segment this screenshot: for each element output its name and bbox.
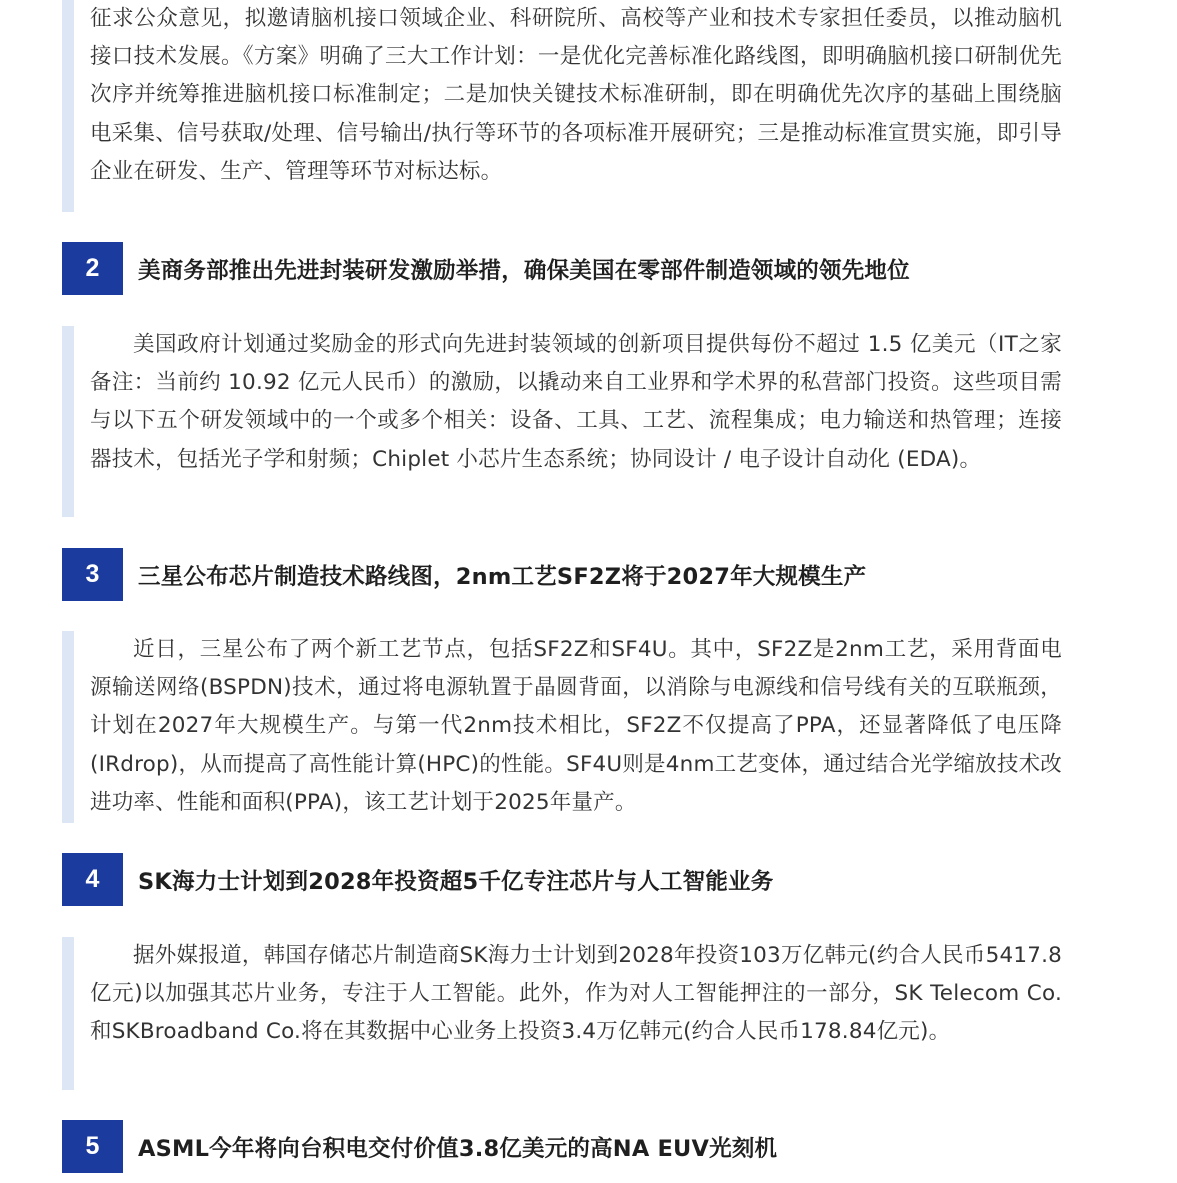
section-1-body-block	[62, 0, 1062, 212]
section-3-heading	[62, 548, 1062, 601]
section-2-number-badge: 2	[62, 242, 123, 295]
section-2-body: 美国政府计划通过奖励金的形式向先进封装领域的创新项目提供每份不超过 1.5 亿美元（IT之家备注：当前约 10.92 亿元人民币）的激励，以撬动来自工业界和学术界的私营部门投资。这些项目需与以下五个研发领域中的一个或多个相关：设备、工具、工艺、流程集成；电力输送和热管理；连接器技术，包括光子学和射频；Chiplet 小芯片生态系统；协同设计 / 电子设计自动化 (EDA)。	[90, 332, 1062, 472]
section-4-body-block	[62, 937, 1062, 1090]
section-2-heading	[62, 242, 1062, 295]
section-4-number-badge: 4	[62, 853, 123, 906]
section-5-title: ASML今年将向台积电交付价值3.8亿美元的高NA EUV光刻机	[138, 1135, 778, 1162]
section-3-body: 近日，三星公布了两个新工艺节点，包括SF2Z和SF4U。其中，SF2Z是2nm工艺，采用背面电源输送网络(BSPDN)技术，通过将电源轨置于晶圆背面，以消除与电源线和信号线有关的互联瓶颈，计划在2027年大规模生产。与第一代2nm技术相比，SF2Z不仅提高了PPA，还显著降低了电压降(IRdrop)，从而提高了高性能计算(HPC)的性能。SF4U则是4nm工艺变体，通过结合光学缩放技术改进功率、性能和面积(PPA)，该工艺计划于2025年量产。	[90, 637, 1062, 815]
section-3-number-badge: 3	[62, 548, 123, 601]
section-1-body: 征求公众意见，拟邀请脑机接口领域企业、科研院所、高校等产业和技术专家担任委员，以推动脑机接口技术发展。《方案》明确了三大工作计划：一是优化完善标准化路线图，即明确脑机接口研制优先次序并统筹推进脑机接口标准制定；二是加快关键技术标准研制，即在明确优先次序的基础上围绕脑电采集、信号获取/处理、信号输出/执行等环节的各项标准开展研究；三是推动标准宣贯实施，即引导企业在研发、生产、管理等环节对标达标。	[90, 6, 1062, 184]
section-4-title: SK海力士计划到2028年投资超5千亿专注芯片与人工智能业务	[138, 868, 774, 895]
section-4-heading	[62, 853, 1062, 906]
section-2-body-block	[62, 326, 1062, 517]
section-5-number-badge: 5	[62, 1120, 123, 1173]
section-3-body-block	[62, 631, 1062, 823]
section-2-title: 美商务部推出先进封装研发激励举措，确保美国在零部件制造领域的领先地位	[138, 257, 910, 284]
section-3-title: 三星公布芯片制造技术路线图，2nm工艺SF2Z将于2027年大规模生产	[138, 563, 867, 590]
section-5-heading	[62, 1120, 1062, 1173]
section-4-body: 据外媒报道，韩国存储芯片制造商SK海力士计划到2028年投资103万亿韩元(约合人民币5417.8亿元)以加强其芯片业务，专注于人工智能。此外，作为对人工智能押注的一部分，SK Telecom Co.和SKBroadband Co.将在其数据中心业务上投资3.4万亿韩元(约合人民币178.84亿元)。	[90, 943, 1062, 1045]
